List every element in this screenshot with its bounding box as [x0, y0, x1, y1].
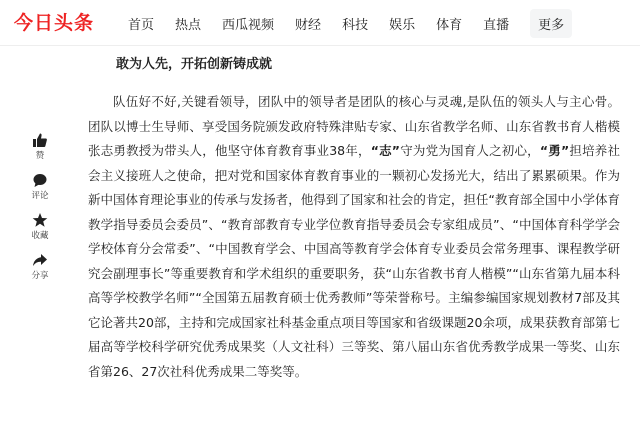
- paragraph-text-part-1: 队伍好不好,关键看领导，团队中的领导者是团队的核心与灵魂,是队伍的领头人与主心骨。团队以博士生导师、享受国务院颁发政府特殊津贴专家、山东省教学名师、山东省教书育人楷模张志勇教授为带头人，他坚守体育教育事业38年，: [88, 94, 620, 158]
- comment-button[interactable]: [31, 172, 48, 201]
- toutiao-logo[interactable]: 今日头条: [14, 12, 95, 34]
- article-subheading: 敢为人先，开拓创新铸成就: [116, 57, 273, 72]
- channel-nav: [128, 0, 572, 46]
- emphasis-zhi: “志”: [370, 143, 401, 158]
- favorite-label: 收藏: [31, 231, 49, 241]
- share-label: 分享: [31, 271, 49, 281]
- top-navigation-bar: [0, 0, 640, 46]
- thumbs-up-icon: [32, 132, 48, 148]
- share-button[interactable]: [31, 252, 48, 281]
- paragraph-text-part-2: 守为党为国育人之初心，: [400, 143, 540, 158]
- nav-item-live[interactable]: 直播: [483, 17, 510, 33]
- nav-item-finance[interactable]: 财经: [295, 17, 322, 33]
- nav-item-sports[interactable]: 体育: [436, 17, 463, 33]
- paragraph-text-part-3: 担培养社会主义接班人之使命，把对党和国家体育教育事业的一颗初心发扬光大，结出了累累硕果。作为新中国体育理论事业的传承与发扬者，他得到了国家和社会的肯定，担任“教育部全国中小学体育教学指导委员会委员”、“教育部教育专业学位教育指导委员会专家组成员”、“中国体育科学学会学校体育分会常委”、“中国教育学会、中国高等教育学会体育专业委员会常务理事、课程教学研究会副理事长”等重要教育和学术组织的重要职务，获“山东省教书育人楷模”“山东省第九届本科高等学校教学名师”“全国第五届教育硕士优秀教师”等荣誉称号。主编参编国家规划教材7部及其它论著共20部，主持和完成国家社科基金重点项目等国家和省级课题20余项，成果获教育部第七届高等学校科学研究优秀成果奖（人文社科）三等奖、第八届山东省优秀教学成果一等奖、山东省第26、27次社科优秀成果二等奖等。: [88, 143, 620, 379]
- article-body: [88, 52, 620, 384]
- like-label: 赞: [35, 151, 45, 161]
- nav-item-tech[interactable]: 科技: [342, 17, 369, 33]
- nav-more-button[interactable]: 更多: [530, 9, 572, 38]
- article-action-sidebar: [22, 132, 58, 292]
- nav-item-hot[interactable]: 热点: [175, 17, 202, 33]
- share-arrow-icon: [32, 252, 48, 268]
- comment-label: 评论: [31, 191, 49, 201]
- nav-item-home[interactable]: 首页: [128, 17, 155, 33]
- nav-item-xigua-video[interactable]: 西瓜视频: [222, 17, 275, 33]
- article-paragraph: [88, 90, 620, 384]
- comment-icon: [32, 172, 48, 188]
- star-icon: [32, 212, 48, 228]
- nav-item-entertainment[interactable]: 娱乐: [389, 17, 416, 33]
- favorite-button[interactable]: [31, 212, 48, 241]
- like-button[interactable]: [32, 132, 48, 161]
- emphasis-yong: “勇”: [539, 143, 570, 158]
